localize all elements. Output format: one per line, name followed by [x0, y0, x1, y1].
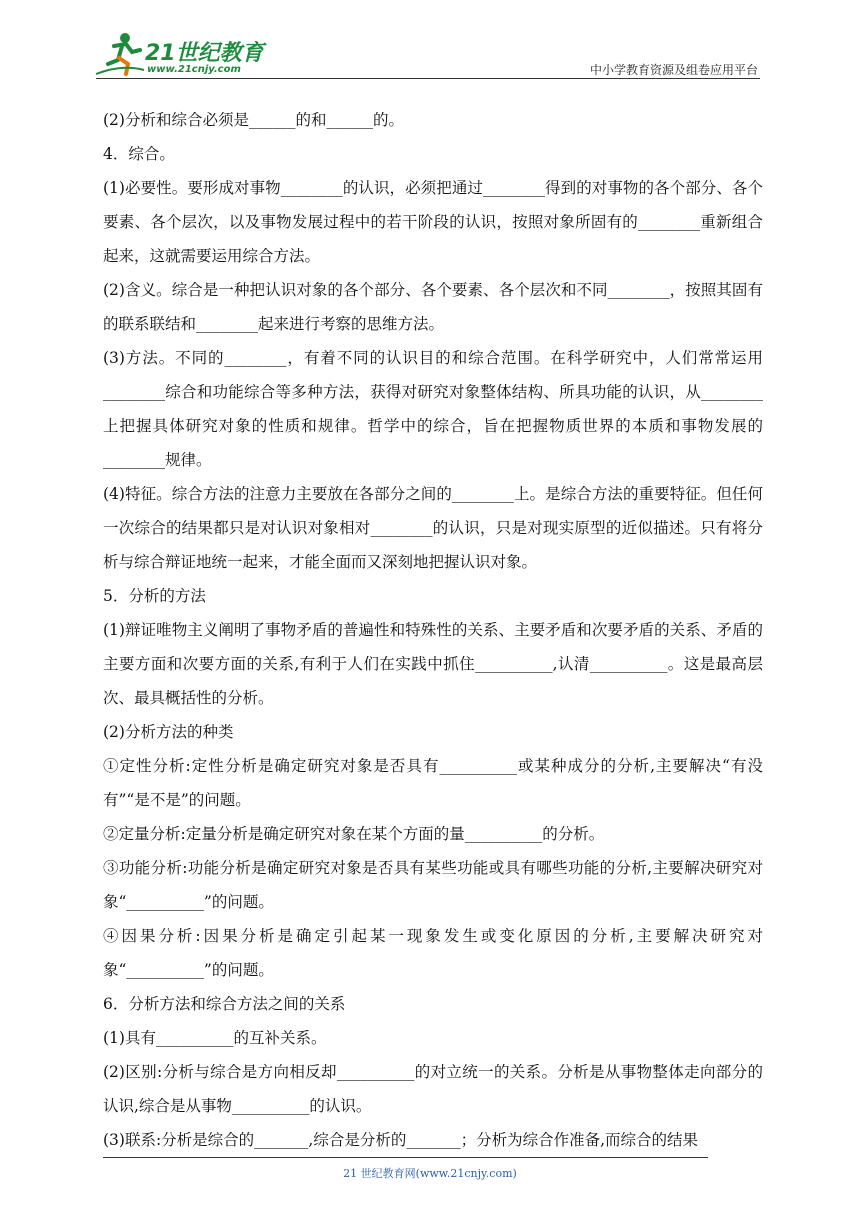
- paragraph: (2)含义。综合是一种把认识对象的各个部分、各个要素、各个层次和不同________，按照其固有的联系联结和________起来进行考察的思维方法。: [103, 281, 763, 333]
- subsection-heading: (2)分析方法的种类: [103, 723, 234, 741]
- footer-divider: [103, 1157, 708, 1158]
- paragraph: (3)方法。不同的________，有着不同的认识目的和综合范围。在科学研究中，人们常常运用________综合和功能综合等多种方法，获得对研究对象整体结构、所具功能的认识，从________上把握具体研究对象的性质和规律。哲学中的综合，旨在把握物质世界的本质和事物发展的________规律。: [103, 349, 763, 469]
- paragraph: (4)特征。综合方法的注意力主要放在各部分之间的________上。是综合方法的重要特征。但任何一次综合的结果都只是对认识对象相对________的认识，只是对现实原型的近似描述。只有将分析与综合辩证地统一起来，才能全面而又深刻地把握认识对象。: [103, 485, 763, 571]
- paragraph: ①定性分析:定性分析是确定研究对象是否具有__________或某种成分的分析,主要解决“有没有”“是不是”的问题。: [103, 757, 763, 809]
- paragraph: (2)区别:分析与综合是方向相反却__________的对立统一的关系。分析是从事物整体走向部分的认识,综合是从事物__________的认识。: [103, 1063, 763, 1115]
- logo-url: www.21cnjy.com: [147, 64, 241, 75]
- document-body: [103, 103, 763, 1157]
- section-heading: 4．综合。: [103, 145, 175, 163]
- paragraph: ④因果分析:因果分析是确定引起某一现象发生或变化原因的分析,主要解决研究对象“__________”的问题。: [103, 927, 763, 979]
- section-heading: 5．分析的方法: [103, 587, 206, 605]
- section-heading: 6．分析方法和综合方法之间的关系: [103, 995, 346, 1013]
- header-divider: [96, 78, 760, 79]
- logo-text: 21世纪教育: [145, 41, 264, 66]
- paragraph: ②定量分析:定量分析是确定研究对象在某个方面的量__________的分析。: [103, 825, 605, 843]
- paragraph: (1)具有__________的互补关系。: [103, 1029, 327, 1047]
- paragraph: (2)分析和综合必须是______的和______的。: [103, 111, 404, 129]
- page-header: [0, 0, 860, 82]
- paragraph: ③功能分析:功能分析是确定研究对象是否具有某些功能或具有哪些功能的分析,主要解决研究对象“__________”的问题。: [103, 859, 763, 911]
- paragraph: (1)必要性。要形成对事物________的认识，必须把通过________得到的对事物的各个部分、各个要素、各个层次，以及事物发展过程中的若干阶段的认识，按照对象所固有的________重新组合起来，这就需要运用综合方法。: [103, 179, 763, 265]
- paragraph: (3)联系:分析是综合的_______,综合是分析的_______；分析为综合作准备,而综合的结果: [103, 1131, 699, 1149]
- header-platform-label: 中小学教育资源及组卷应用平台: [589, 63, 758, 77]
- paragraph: (1)辩证唯物主义阐明了事物矛盾的普遍性和特殊性的关系、主要矛盾和次要矛盾的关系、矛盾的主要方面和次要方面的关系,有利于人们在实践中抓住__________,认清__________。这是最高层次、最具概括性的分析。: [103, 621, 763, 707]
- footer-source: 21 世纪教育网(www.21cnjy.com): [343, 1167, 517, 1180]
